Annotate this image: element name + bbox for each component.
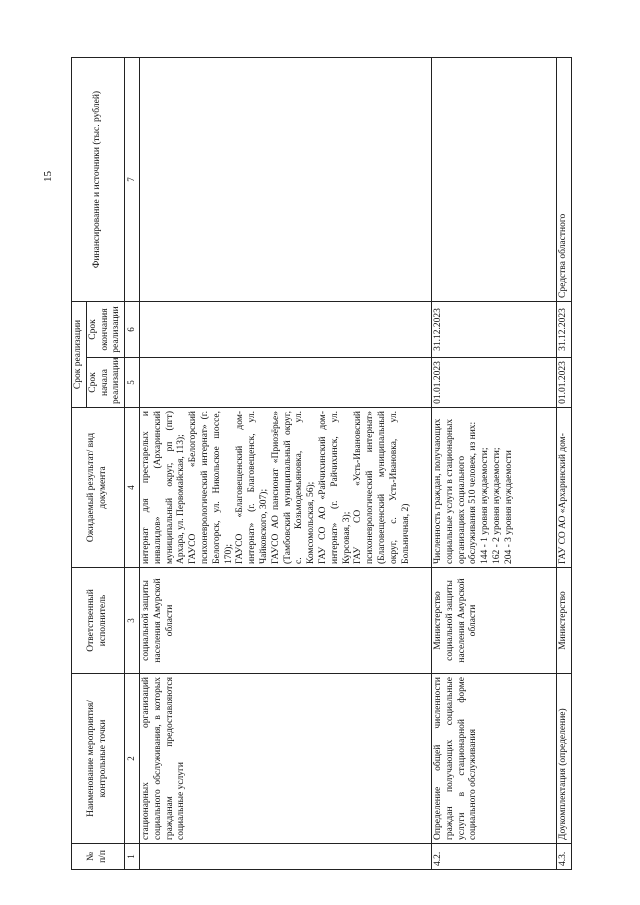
result-item: ГАУ СО АО «Райчихинский дом-интернат» (г. Райчихинск, ул. Курсовая, 3); bbox=[317, 411, 352, 564]
header-row bbox=[72, 57, 87, 869]
column-number-row bbox=[125, 57, 140, 869]
table-row bbox=[431, 57, 556, 869]
header-period: Срок реализации bbox=[72, 301, 87, 407]
row-end: 31.12.2023 bbox=[556, 301, 571, 357]
col-number-1: 1 bbox=[125, 844, 140, 870]
row-measure: Доукомплектация (определение) bbox=[556, 674, 571, 844]
col-number-6: 6 bbox=[125, 301, 140, 357]
result-item: ГАУ СО АО «Архаринский дом- bbox=[557, 433, 568, 564]
result-item: ГАУСО «Белогорский психоневрологический интернат» (г. Белогорск, ул. Никольское шоссе, 170); bbox=[188, 411, 234, 564]
row-start: 01.01.2023 bbox=[556, 358, 571, 408]
result-item: 144 - 1 уровня нуждаемости; bbox=[480, 447, 491, 564]
result-item: ГАУСО «Благовещенский дом-интернат» (г. Благовещенск, ул. Чайковского, 307); bbox=[235, 411, 269, 564]
header-result: Ожидаемый результат/ вид документа bbox=[72, 408, 125, 568]
result-item: Численность граждан, получающих социальные услуги в стационарных организациях социального обслуживания 510 человек, из них: bbox=[432, 418, 479, 564]
row-num: 4.3. bbox=[556, 844, 571, 870]
header-end: Срок окончания реализации bbox=[86, 301, 124, 357]
row-finance: Средства областного bbox=[556, 57, 571, 301]
measures-table bbox=[71, 57, 572, 870]
table-row bbox=[556, 57, 571, 869]
col-number-2: 2 bbox=[125, 674, 140, 844]
result-item: ГАУСО АО пансионат «Приозёрье» (Тамбовский муниципальный округ, с. Козьмодемьяновка, ул. Комсомольская, 56); bbox=[270, 411, 317, 564]
row-num: 4.2. bbox=[431, 844, 556, 870]
row-executor: Министерство социальной защиты населения Амурской области bbox=[431, 568, 556, 674]
row-end: 31.12.2023 bbox=[431, 301, 556, 357]
table-row bbox=[139, 57, 431, 869]
row-num bbox=[139, 844, 431, 870]
row-measure: Определение общей численности граждан получающих социальные услуги в стационарной форме социального обслуживания bbox=[431, 674, 556, 844]
row-finance bbox=[139, 57, 431, 301]
row-end bbox=[139, 301, 431, 357]
row-start: 01.01.2023 bbox=[431, 358, 556, 408]
col-number-3: 3 bbox=[125, 568, 140, 674]
header-executor: Ответственный исполнитель bbox=[72, 568, 125, 674]
header-start: Срок начала реализации bbox=[86, 358, 124, 408]
result-item: 204 - 3 уровня нуждаемости bbox=[503, 450, 514, 564]
col-number-4: 4 bbox=[125, 408, 140, 568]
row-result bbox=[556, 408, 571, 568]
page-number: 15 bbox=[42, 171, 54, 182]
row-result bbox=[139, 408, 431, 568]
row-start bbox=[139, 358, 431, 408]
row-finance bbox=[431, 57, 556, 301]
result-item: интернат для престарелых и инвалидов» (Архаринский муниципальный округ, рп (пгт) Архара, ул. Первомайская, 113); bbox=[140, 411, 187, 564]
result-item: ГАУ СО «Усть-Ивановский психоневрологический интернат» (Благовещенский муниципальный округ, с. Усть-Ивановка, ул. Больничная, 2) bbox=[353, 411, 411, 564]
header-num: № п/п bbox=[72, 844, 125, 870]
row-executor: Министерство bbox=[556, 568, 571, 674]
row-measure: стационарных организаций социального обслуживания, в которых гражданам предоставляются социальные услуги bbox=[139, 674, 431, 844]
row-result bbox=[431, 408, 556, 568]
rotated-page-content bbox=[71, 58, 586, 870]
row-executor: социальной защиты населения Амурской области bbox=[139, 568, 431, 674]
header-finance: Финансирование и источники (тыс. рублей) bbox=[72, 57, 125, 301]
result-item: 162 - 2 уровня нуждаемости; bbox=[491, 447, 502, 564]
col-number-7: 7 bbox=[125, 57, 140, 301]
col-number-5: 5 bbox=[125, 358, 140, 408]
header-measure: Наименование мероприятия/ контрольные точки bbox=[72, 674, 125, 844]
